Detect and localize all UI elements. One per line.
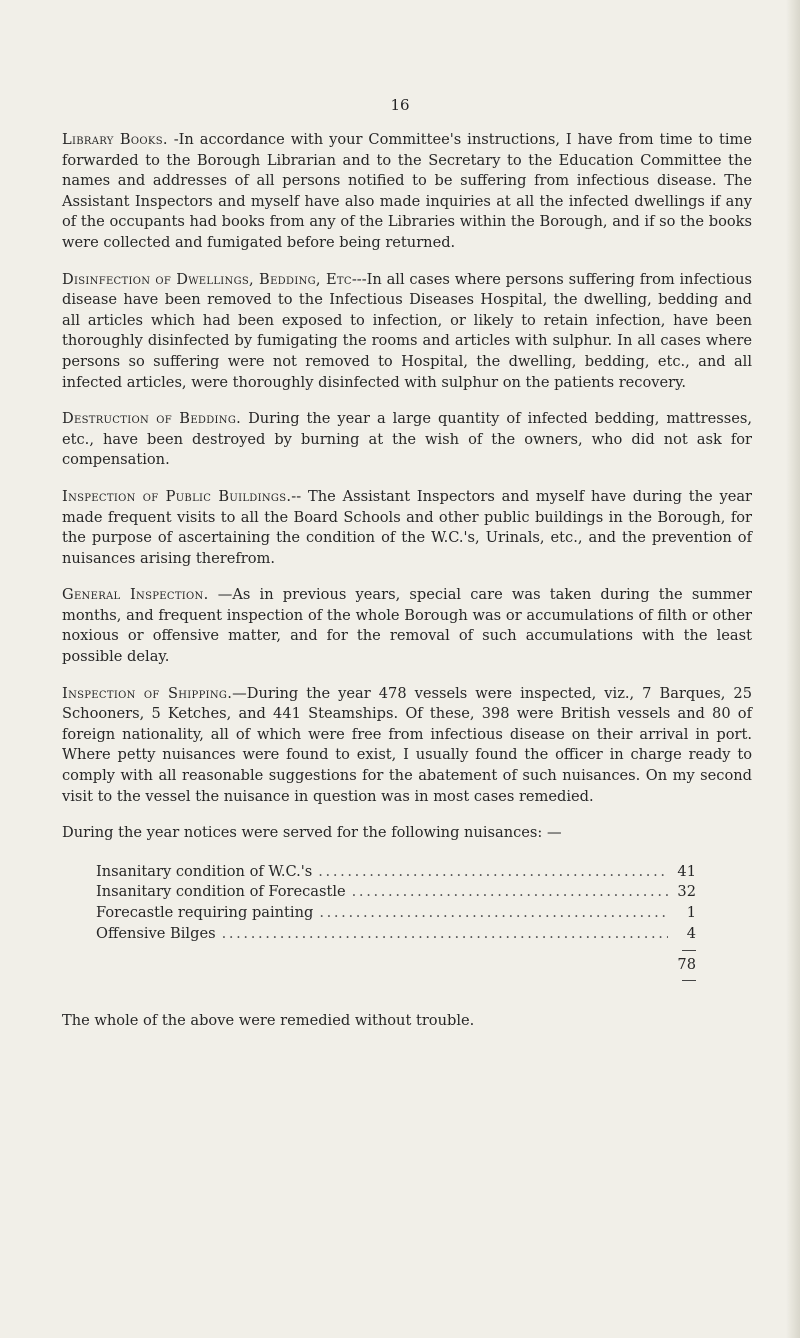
nuisance-label: Forecastle requiring painting — [96, 904, 314, 921]
total-row — [96, 944, 696, 981]
paragraph-heading: Inspection of Public Buildings. — [62, 487, 292, 505]
page-number: 16 — [390, 96, 410, 114]
list-item — [96, 862, 696, 883]
page-edge-shadow — [786, 0, 800, 1338]
paragraph-shipping — [62, 684, 752, 808]
nuisance-count: 41 — [677, 862, 696, 880]
paragraph-heading: General Inspection. — [62, 586, 209, 604]
list-item — [96, 903, 696, 924]
total-count: 78 — [677, 956, 696, 974]
paragraph-library-books — [62, 130, 752, 254]
dot-leader — [319, 903, 668, 924]
paragraph-general-inspection — [62, 585, 752, 667]
total-rule-top — [682, 950, 696, 951]
paragraph-text: -- The Assistant Inspectors and myself have during the year made frequent visits to all the Board Schools and other public buildings in the Borough, for the purpose of ascertaining the condition of the W.C.'s, Urinals, etc., and the prevention of nuisances arising therefrom. — [62, 487, 753, 567]
nuisance-count: 4 — [686, 924, 696, 942]
paragraph-text: -In accordance with your Committee's instructions, I have from time to time forwarded to the Borough Librarian and to the Secretary to the Education Committee the names and addresses of all persons notified to be suffering from infectious disease. The Assistant Inspectors and myself have also made inquiries at all the infected dwellings if any of the occupants had books from any of the Libraries within the Borough, and if so the books were collected and fumigated before being returned. — [62, 131, 752, 251]
list-item — [96, 882, 696, 903]
paragraph-text: ---In all cases where persons suffering from infectious disease have been removed to the Infectious Diseases Hospital, the dwelling, bedding and all articles which had been exposed to infection, or likely to retain infection, have been thoroughly disinfected by fumigating the rooms and articles with sulphur. In all cases where persons so suffering were not removed to Hospital, the dwelling, bedding, etc., and all infected articles, were thoroughly disinfected with sulphur on the patients recovery. — [62, 270, 752, 391]
nuisance-label: Offensive Bilges — [96, 924, 216, 942]
paragraph-notices-intro — [62, 823, 752, 844]
dot-leader — [222, 924, 668, 945]
paragraph-destruction-of-bedding — [62, 409, 752, 471]
paragraph-text: —As in previous years, special care was taken during the summer months, and frequent inspection of the whole Borough was or accumulations of filth or other noxious or offensive matter, and for the removal of such accumulations with the least possible delay. — [62, 586, 752, 666]
paragraph-heading: Disinfection of Dwellings, Bedding, Etc — [62, 270, 352, 288]
nuisance-list — [96, 862, 696, 944]
dot-leader — [318, 862, 668, 883]
dot-leader — [352, 882, 668, 903]
paragraph-text: During the year a large quantity of infected bedding, mattresses, etc., have been destroyed by burning at the wish of the owners, who did not ask for compensation. — [62, 410, 752, 469]
paragraph-disinfection — [62, 270, 752, 394]
list-item — [96, 924, 696, 945]
nuisance-count: 32 — [677, 883, 696, 901]
total-rule-bottom — [682, 980, 696, 981]
total-box — [674, 944, 696, 981]
paragraph-heading: Inspection of Shipping. — [62, 684, 233, 702]
nuisance-count: 1 — [686, 904, 696, 921]
body-text — [62, 130, 752, 1031]
paragraph-heading: Destruction of Bedding. — [62, 410, 242, 428]
nuisance-label: Insanitary condition of Forecastle — [96, 883, 346, 901]
paragraph-text: —During the year 478 vessels were inspected, viz., 7 Barques, 25 Schooners, 5 Ketches, and 441 Steamships. Of these, 398 were British vessels and 80 of foreign nationality, all of which were free from infectious disease on their arrival in port. Where petty nuisances were found to exist, I usually found the officer in charge ready to comply with all reasonable suggestions for the abatement of such nuisances. On my second visit to the vessel the nuisance in question was in most cases remedied. — [62, 684, 752, 805]
paragraph-heading: Library Books. — [62, 131, 168, 148]
paragraph-text: During the year notices were served for the following nuisances: — — [62, 824, 562, 842]
paragraph-public-buildings — [62, 487, 752, 569]
nuisance-label: Insanitary condition of W.C.'s — [96, 862, 313, 880]
closing-line: The whole of the above were remedied without trouble. — [62, 1011, 475, 1029]
